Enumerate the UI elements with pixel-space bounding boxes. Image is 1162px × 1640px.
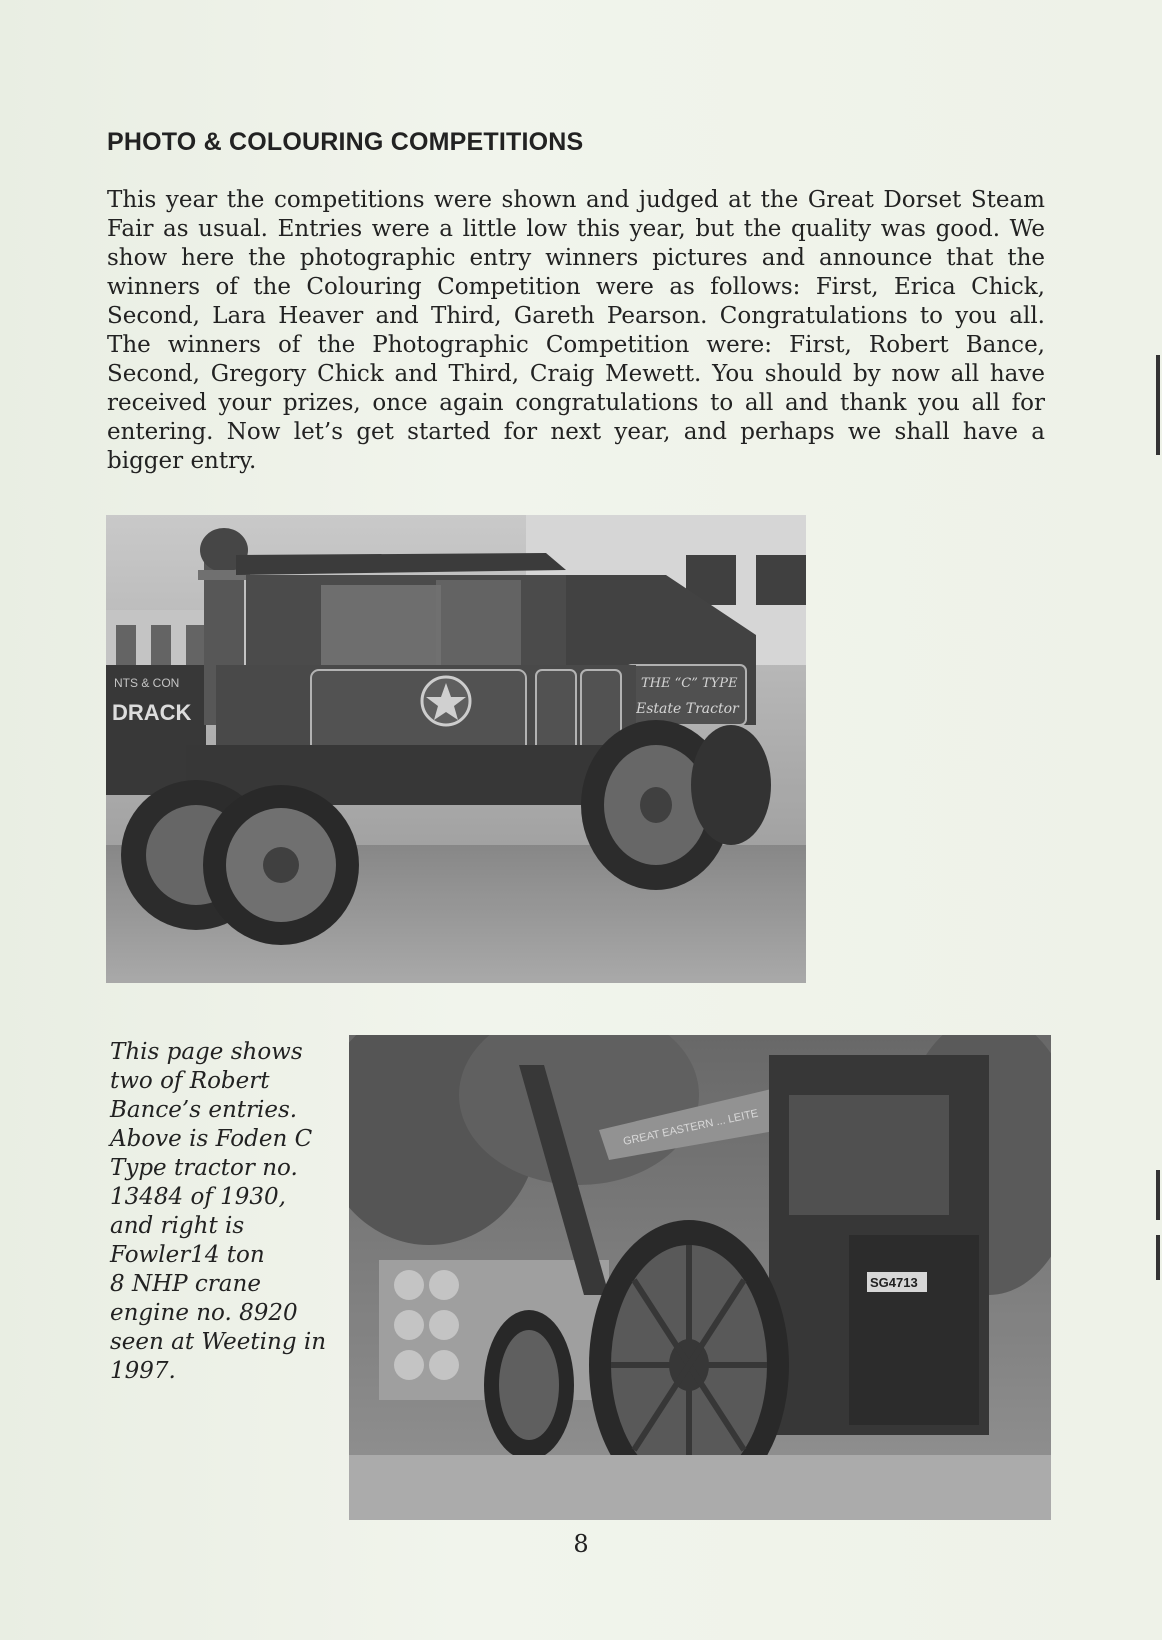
caption-line: Bance’s entries. — [110, 1097, 298, 1123]
page-heading: PHOTO & COLOURING COMPETITIONS — [107, 128, 584, 156]
body-paragraph: This year the competitions were shown and judged at the Great Dorset Steam Fair as usual. Entries were a little low this year, but the quality was good. We show here the photographic entry winners pictures and announce that the winners of the Colouring Competition were as follows: First, Erica Chick, Second, Lara Heaver and Third, Gareth Pearson. Congratulations to you all. The winners of the Photographic Competition were: First, Robert Bance, Second, Gregory Chick and Third, Craig Mewett. You should by now all have received your prizes, once again congratulations to all and thank you all for entering. Now let’s get started for next year, and perhaps we shall have a bigger entry. — [107, 187, 1045, 474]
edge-mark — [1156, 1235, 1160, 1280]
caption-line: Fowler14 ton — [110, 1242, 265, 1268]
photo-fowler-crane-engine — [349, 1035, 1051, 1520]
caption-line: engine no. 8920 — [110, 1300, 298, 1326]
photo2-number-plate: SG4713 — [870, 1275, 918, 1290]
caption-line: This page shows — [110, 1039, 303, 1065]
caption-line: Type tractor no. — [110, 1155, 298, 1181]
edge-mark — [1156, 415, 1160, 455]
edge-mark — [1156, 1170, 1160, 1220]
photo-caption — [110, 1038, 332, 1386]
caption-line: Above is Foden C — [110, 1126, 313, 1152]
page-number: 8 — [573, 1530, 589, 1558]
caption-line: and right is — [110, 1213, 245, 1239]
caption-line: 8 NHP crane — [110, 1271, 261, 1297]
foden-tractor-image — [106, 515, 806, 983]
photo1-sign-text: DRACK — [112, 700, 192, 725]
photo1-tractor-label: Estate Tractor — [636, 701, 739, 717]
fowler-crane-engine-image — [349, 1035, 1051, 1520]
caption-line: two of Robert — [110, 1068, 270, 1094]
photo1-tractor-label-top: THE “C” TYPE — [641, 676, 738, 691]
edge-mark — [1156, 355, 1160, 415]
photo1-sign-text-small: NTS & CON — [114, 676, 180, 690]
caption-line: seen at Weeting in — [110, 1329, 327, 1355]
photo-foden-tractor — [106, 515, 806, 983]
caption-line: 13484 of 1930, — [110, 1184, 286, 1210]
caption-line: 1997. — [110, 1358, 176, 1384]
photo2-canopy-text: GREAT EASTERN ... LEITE — [622, 1107, 760, 1148]
